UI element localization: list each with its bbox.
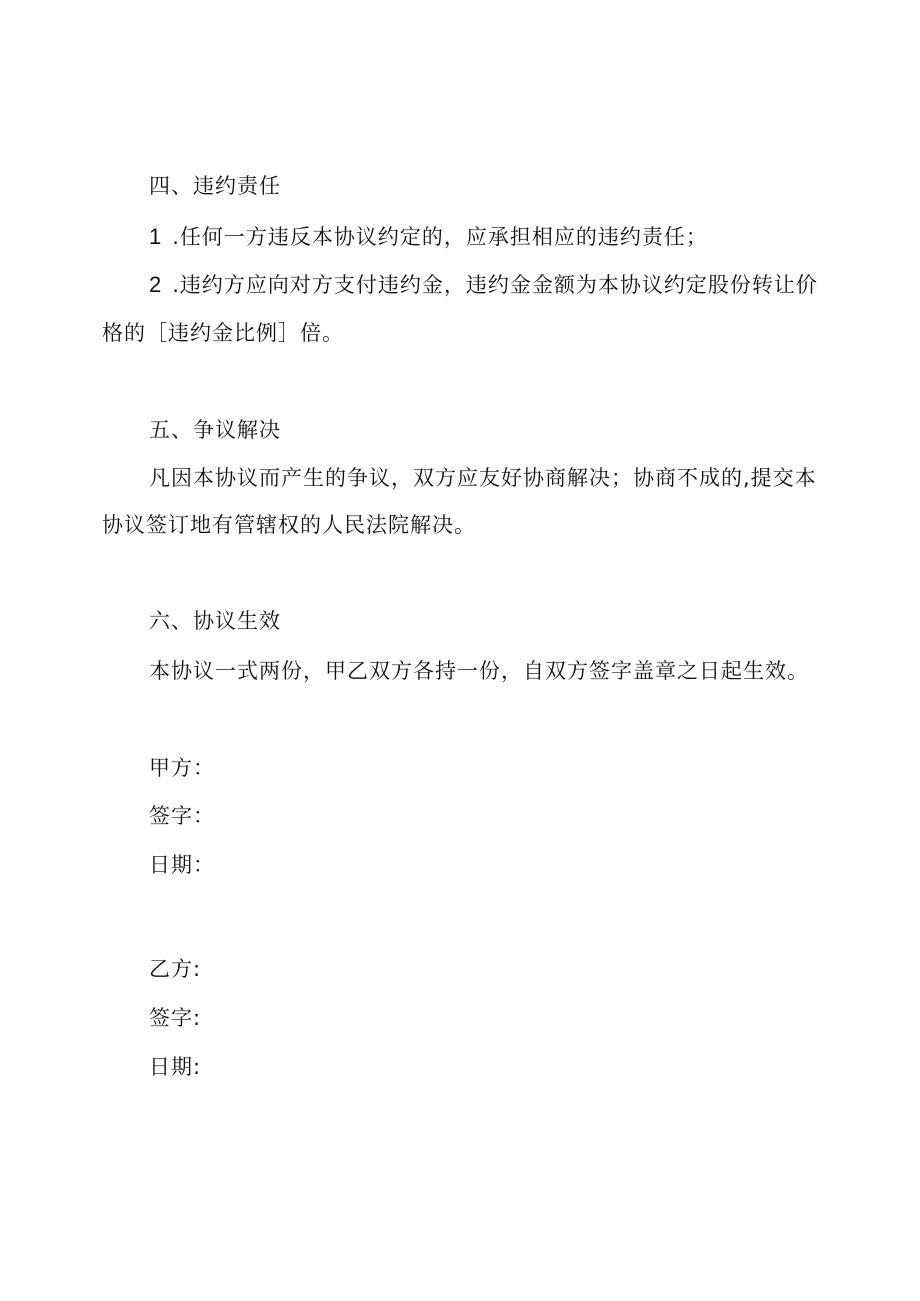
section-4-item-2 [149,270,818,300]
item-1-text: .任何一方违反本协议约定的，应承担相应的违约责任； [172,225,708,249]
party-b-signature-label: 签字: [149,1006,202,1030]
item-1-number: 1 [149,224,163,249]
party-b-date-label: 日期: [149,1055,202,1079]
party-b-label: 乙方: [149,957,202,981]
item-2-number: 2 [149,272,163,297]
section-6-paragraph: 本协议一式两份，甲乙双方各持一份，自双方签字盖章之日起生效。 [149,659,809,683]
section-4-item-1 [149,222,708,252]
section-5-heading: 五、争议解决 [149,418,281,442]
section-6-heading: 六、协议生效 [149,609,281,633]
section-5-paragraph-line-2: 协议签订地有管辖权的人民法院解决。 [102,513,476,537]
item-2-text-line-1: .违约方应向对方支付违约金，违约金金额为本协议约定股份转让价 [172,273,818,297]
section-4-item-2-line-2: 格的［违约金比例］倍。 [102,321,344,345]
party-a-date-label: 日期： [149,853,215,877]
party-a-signature-label: 签字： [149,804,215,828]
section-5-paragraph-line-1: 凡因本协议而产生的争议，双方应友好协商解决；协商不成的,提交本 [149,466,817,490]
section-4-heading: 四、违约责任 [149,174,281,198]
party-a-label: 甲方： [149,756,215,780]
